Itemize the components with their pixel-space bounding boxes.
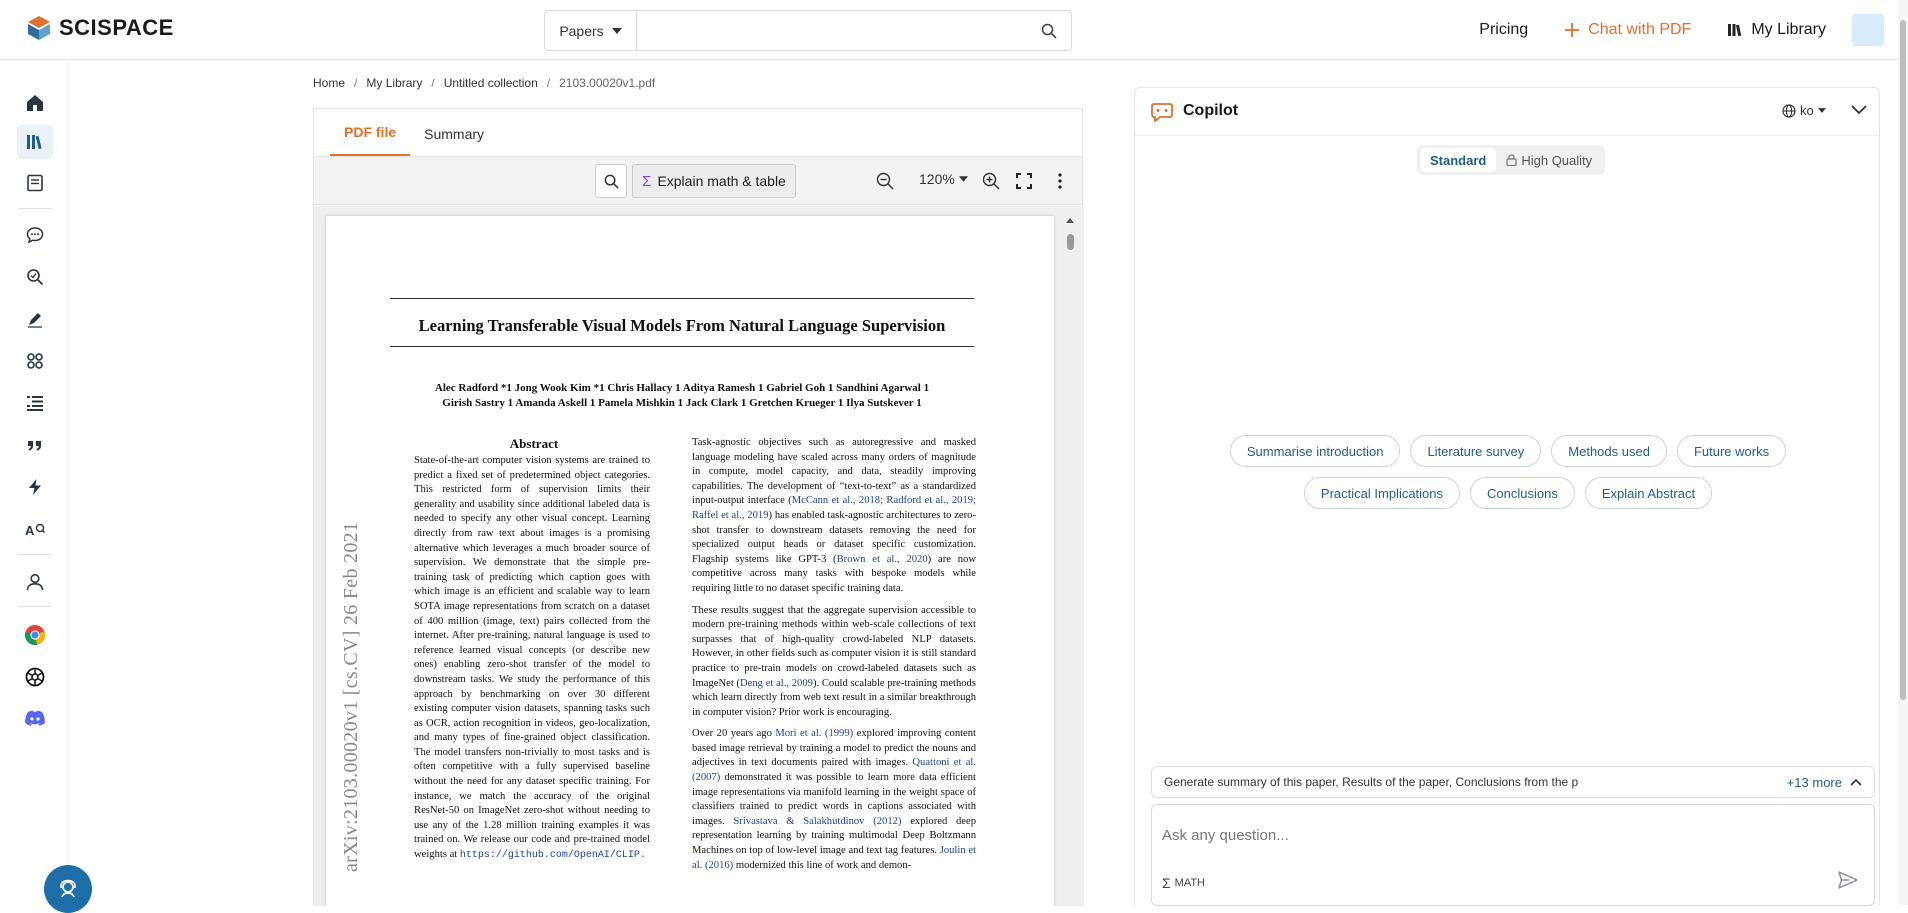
tab-summary[interactable]: Summary — [424, 126, 485, 142]
plus-icon — [1564, 22, 1580, 38]
intro-paragraph-2: These results suggest that the aggregate supervision accessible to modern pre-training methods within web-scale collections of text surpasses that of high-quality crowd-labeled NLP datasets. However, in other fields such as computer vision it is still standard practice to pre-train models on crowd-labeled datasets such as ImageNet (Deng et al., 2009). Could scalable pre-training methods which learn directly from web text result in a similar breakthrough in computer vision? Prior work is encouraging. — [692, 604, 976, 718]
paraphraser-icon — [26, 436, 44, 454]
avatar[interactable] — [1852, 14, 1884, 46]
sigma-icon: Σ — [1162, 875, 1171, 891]
chip-future-works[interactable]: Future works — [1677, 435, 1786, 467]
svg-text:A: A — [25, 523, 35, 538]
literature-review-icon — [26, 268, 44, 286]
chip-conclusions[interactable]: Conclusions — [1470, 477, 1575, 509]
math-label: MATH — [1174, 877, 1206, 889]
header-nav — [1479, 0, 1908, 60]
pdf-viewer[interactable] — [314, 206, 1084, 906]
code-url-link[interactable]: https://github.com/OpenAI/CLIP. — [459, 850, 646, 862]
my-library-link[interactable] — [1727, 21, 1826, 39]
sidebar-library[interactable] — [17, 125, 53, 159]
copilot-title: Copilot — [1183, 102, 1239, 119]
sidebar-translate[interactable] — [22, 516, 48, 542]
discord-icon — [24, 710, 46, 728]
intro-paragraph-1: Task-agnostic objectives such as autoregressive and masked language modeling have scaled across many orders of magnitude in compute, model capacity, and data, steadily improving capabilities. The development of “text-to-text” as a standardized input-output interface (McCann et al., 2018; Radford et al., 2019; Raffel et al., 2019) has enabled task-agnostic architectures to zero-shot transfer to downstream datasets removing the need for specialized output heads or dataset specific customization. Flagship systems like GPT-3 (Brown et al., 2020) are now competitive across many tasks with bespoke models while requiring little to no dataset specific training data. — [692, 437, 976, 594]
sidebar-home[interactable] — [22, 90, 48, 116]
explain-math-table-button[interactable] — [632, 164, 796, 198]
pdf-search-button[interactable] — [595, 164, 627, 198]
language-selector[interactable] — [1782, 103, 1826, 118]
sidebar-discord[interactable] — [22, 706, 48, 732]
search-icon — [604, 174, 619, 189]
sidebar-divider — [18, 208, 52, 209]
pricing-link[interactable] — [1479, 21, 1528, 39]
search-input[interactable] — [637, 11, 1027, 50]
citation-link[interactable]: Quattoni et al. (2007) — [692, 757, 977, 784]
sidebar-citation-generator[interactable] — [22, 390, 48, 416]
fullscreen-icon — [1016, 173, 1032, 189]
chat-icon — [26, 226, 44, 244]
copilot-panel — [1134, 87, 1880, 905]
abstract-body: State-of-the-art computer vision systems are trained to predict a fixed set of predetermined object categories. This restricted form of supervision limits their generality and usability since additional labeled data is needed to specify any other visual concept. Learning directly from raw text about images is a promising alternative which leverages a much broader source of supervision. We demonstrate that the simple pre-training task of predicting which caption goes with which image is an efficient and scalable way to learn SOTA image representations from scratch on a dataset of 400 million (image, text) pairs collected from the internet. After pre-training, natural language is used to reference learned visual concepts (or describe new ones) enabling zero-shot transfer of the model to downstream tasks. We study the performance of this approach by benchmarking on over 30 different existing computer vision datasets, spanning tasks such as OCR, action recognition in videos, geo-localization, and many types of fine-grained object classification. The model transfers non-trivially to most tasks and is often competitive with a fully supervised baseline without the need for any dataset specific training. For instance, we match the accuracy of the original ResNet-50 on ImageNet zero-shot without needing to use any of the 1.28 million training examples it was trained on. We release our code and pre-trained model weights at — [414, 455, 650, 861]
tab-pdf-file[interactable]: PDF file — [330, 124, 410, 156]
abstract-text — [414, 454, 650, 864]
extract-icon — [26, 352, 44, 370]
chat-with-pdf-link[interactable] — [1564, 21, 1691, 39]
search-icon — [1041, 23, 1057, 39]
chevron-down-icon — [612, 28, 622, 34]
sidebar-divider — [18, 554, 52, 555]
top-bar — [0, 0, 1908, 60]
ai-detector-icon — [26, 478, 44, 496]
chip-explain-abstract[interactable]: Explain Abstract — [1585, 477, 1712, 509]
search-button[interactable] — [1027, 11, 1071, 50]
question-box — [1151, 804, 1875, 906]
sidebar-extract[interactable] — [22, 348, 48, 374]
intro-column — [692, 436, 976, 880]
sidebar-literature-review[interactable] — [22, 264, 48, 290]
window-scroll-thumb[interactable] — [1900, 20, 1906, 700]
more-options-button[interactable] — [1049, 170, 1071, 192]
home-icon — [26, 94, 44, 112]
zoom-out-icon — [876, 172, 894, 190]
globe-icon — [1782, 104, 1796, 118]
zoom-in-button[interactable] — [980, 170, 1002, 192]
quality-mode-toggle — [1417, 145, 1605, 175]
breadcrumb-my-library[interactable]: My Library — [366, 76, 423, 90]
suggestions-bar[interactable] — [1151, 766, 1875, 798]
breadcrumb-home[interactable]: Home — [313, 76, 346, 90]
sidebar-account[interactable] — [22, 569, 48, 595]
window-scrollbar[interactable] — [1898, 0, 1908, 905]
pdf-scroll-thumb[interactable] — [1067, 234, 1074, 250]
copilot-collapse-button[interactable] — [1851, 102, 1867, 120]
chip-practical-implications[interactable]: Practical Implications — [1304, 477, 1460, 509]
mode-high-quality[interactable] — [1496, 148, 1602, 172]
chip-methods-used[interactable]: Methods used — [1551, 435, 1667, 467]
explain-math-table-label: Explain math & table — [657, 173, 786, 189]
chrome-extension-icon — [24, 624, 46, 646]
zoom-in-icon — [982, 172, 1000, 190]
send-button[interactable] — [1838, 871, 1858, 894]
scispace-logo[interactable] — [27, 15, 174, 41]
breadcrumb-separator: / — [546, 76, 551, 90]
suggested-prompts — [1135, 435, 1881, 519]
breadcrumb-separator: / — [431, 76, 435, 90]
pdf-tabs — [314, 109, 1082, 157]
send-icon — [1838, 871, 1858, 889]
paper-title: Learning Transferable Visual Models From Natural Language Supervision — [418, 316, 946, 335]
mode-high-quality-label: High Quality — [1521, 152, 1593, 168]
citation-link[interactable]: Mori et al. (1999) — [775, 728, 854, 740]
pdf-scrollbar[interactable] — [1066, 216, 1076, 906]
sidebar-paraphraser[interactable] — [22, 432, 48, 458]
citation-generator-icon — [26, 394, 44, 412]
scispace-logo-icon — [27, 15, 51, 41]
math-toggle-button[interactable] — [1162, 875, 1205, 891]
sidebar-chatgpt-plugin[interactable] — [22, 664, 48, 690]
citation-link[interactable]: Joulin et al. (2016) — [692, 845, 977, 871]
ai-writer-icon — [26, 310, 44, 328]
more-vertical-icon — [1058, 173, 1062, 189]
citation-link[interactable]: Srivastava & Salakhutdinov (2012) — [733, 815, 902, 827]
paper-authors-line-1: Alec Radford *1 Jong Wook Kim *1 Chris Hallacy 1 Aditya Ramesh 1 Gabriel Goh 1 Sandhini Agarwal 1 — [434, 382, 930, 394]
more-suggestions-button[interactable] — [1787, 775, 1862, 790]
chevron-down-icon — [959, 176, 968, 182]
chatgpt-plugin-icon — [24, 666, 46, 688]
breadcrumb-current-file: 2103.00020v1.pdf — [559, 76, 656, 90]
sidebar-chrome-extension[interactable] — [22, 622, 48, 648]
citation-link[interactable]: Brown et al., 2020 — [836, 553, 928, 565]
chevron-down-icon — [1818, 108, 1826, 113]
account-icon — [26, 573, 44, 591]
sidebar-chat[interactable] — [22, 222, 48, 248]
mode-standard-label: Standard — [1430, 152, 1487, 168]
fullscreen-button[interactable] — [1013, 170, 1035, 192]
suggestions-text: Generate summary of this paper, Results of the paper, Conclusions from the p — [1164, 775, 1579, 789]
paper-authors-line-2: Girish Sastry 1 Amanda Askell 1 Pamela Mishkin 1 Jack Clark 1 Gretchen Krueger 1 Ilya Sutskever 1 — [442, 397, 922, 409]
title-rule-top — [390, 298, 974, 299]
lock-icon — [1506, 154, 1517, 166]
chip-summarise-introduction[interactable]: Summarise introduction — [1230, 435, 1401, 467]
search-bar — [544, 10, 1072, 51]
notebook-icon — [26, 174, 44, 192]
mode-standard[interactable] — [1420, 148, 1496, 172]
intro-paragraph-3: Over 20 years ago Mori et al. (1999) explored improving content based image retrieval by training a model to predict the nouns and adjectives in text documents paired with images. Quattoni et al. (2007) demonstrated it was possible to learn more data efficient image representations via manifold learning in the weight space of classifiers trained to predict words in captions associated with images. Srivastava & Salakhutdinov (2012) explored deep representation learning by training multimodal Deep Boltzmann Machines on top of low-level image and text tag features. Joulin et al. (2016) modernized this line of work and demon- — [692, 728, 977, 871]
sidebar-ai-writer[interactable] — [22, 306, 48, 332]
zoom-level-dropdown[interactable] — [919, 171, 968, 187]
library-icon — [26, 133, 44, 151]
breadcrumb-separator: / — [354, 76, 358, 90]
breadcrumb-collection[interactable]: Untitled collection — [443, 76, 538, 90]
pdf-page — [326, 216, 1054, 906]
search-scope-dropdown[interactable] — [545, 11, 637, 50]
pdf-panel — [313, 108, 1083, 905]
support-chat-button[interactable] — [44, 865, 92, 913]
citation-link[interactable]: Deng et al., 2009 — [740, 677, 813, 689]
zoom-level-value: 120% — [919, 171, 955, 187]
left-sidebar — [0, 60, 68, 905]
copilot-icon — [1151, 102, 1173, 122]
chip-literature-survey[interactable]: Literature survey — [1410, 435, 1541, 467]
sigma-icon: Σ — [642, 172, 652, 190]
chevron-up-icon — [1850, 778, 1862, 786]
copilot-header — [1135, 88, 1879, 136]
my-library-label: My Library — [1751, 21, 1826, 38]
zoom-out-button[interactable] — [874, 170, 896, 192]
title-rule-bottom — [390, 346, 974, 347]
language-value: ko — [1800, 103, 1814, 118]
chevron-down-icon — [1851, 105, 1867, 115]
translate-icon — [25, 520, 45, 538]
pdf-toolbar — [314, 157, 1082, 205]
ask-question-input[interactable] — [1152, 805, 1874, 865]
sidebar-notebook[interactable] — [22, 170, 48, 196]
breadcrumb — [313, 76, 655, 90]
abstract-heading: Abstract — [509, 436, 559, 451]
support-agent-icon — [58, 879, 78, 899]
citation-link[interactable]: McCann et al., 2018; Radford et al., 2019; Raffel et al., 2019 — [692, 495, 976, 521]
arxiv-stamp: arXiv:2103.00020v1 [cs.CV] 26 Feb 2021 — [340, 521, 362, 872]
library-icon — [1727, 22, 1743, 38]
chip-row — [1135, 435, 1881, 467]
sidebar-ai-detector[interactable] — [22, 474, 48, 500]
pricing-label: Pricing — [1479, 21, 1529, 38]
brand-name: SCISPACE — [59, 15, 174, 40]
search-scope-label: Papers — [559, 22, 604, 39]
sidebar-divider — [18, 606, 52, 607]
chat-with-pdf-label: Chat with PDF — [1588, 21, 1692, 38]
scroll-up-arrow-icon[interactable] — [1066, 218, 1074, 223]
chip-row — [1135, 477, 1881, 509]
more-suggestions-label: +13 more — [1786, 774, 1842, 790]
